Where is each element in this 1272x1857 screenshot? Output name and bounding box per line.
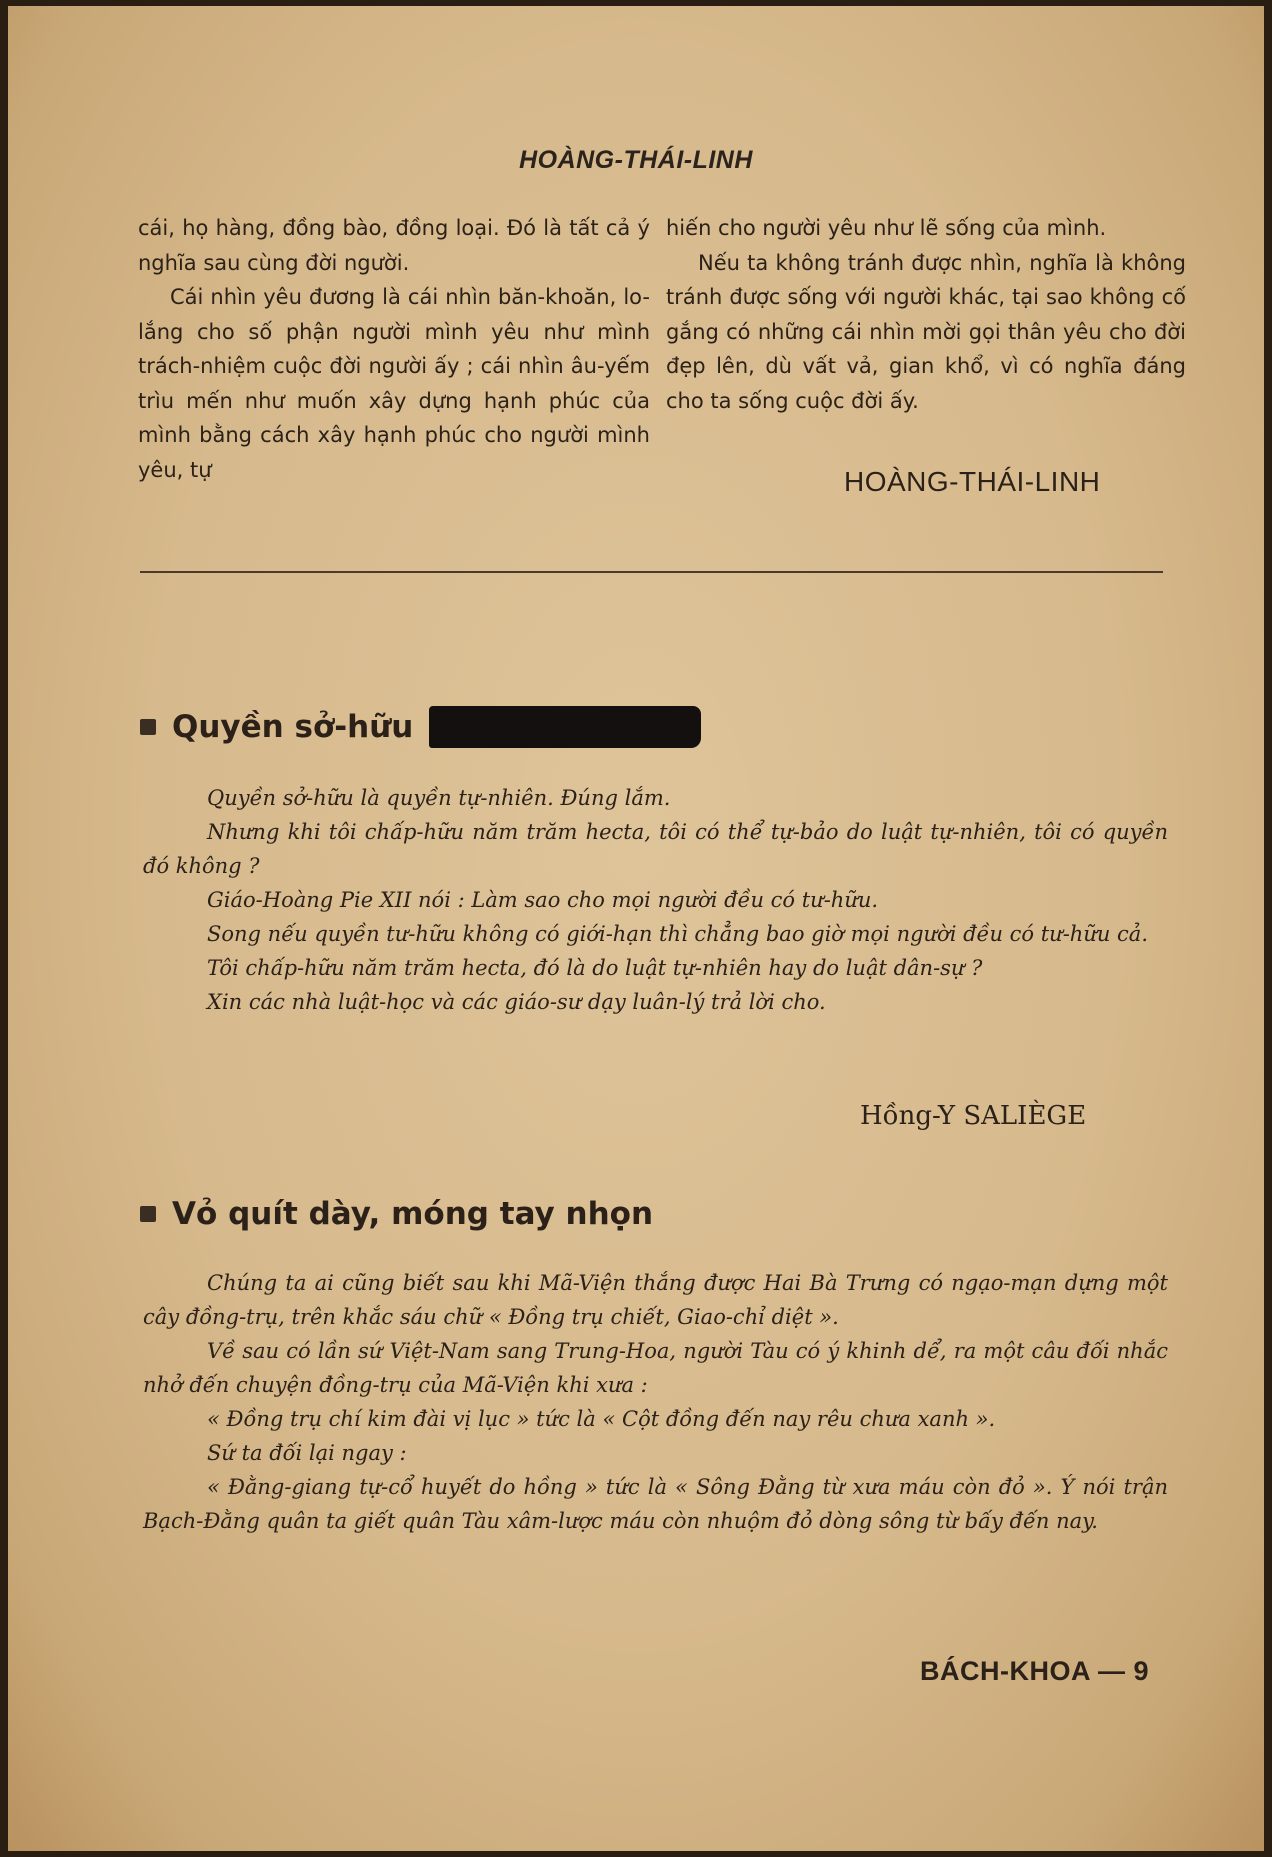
section-title: Quyền sở-hữu (172, 709, 414, 745)
section-title: Vỏ quít dày, móng tay nhọn (172, 1196, 654, 1232)
paragraph: Sứ ta đối lại ngay : (207, 1441, 407, 1465)
section-heading (140, 1196, 653, 1232)
paragraph: « Đồng trụ chí kim đài vị lục » tức là « Cột đồng đến nay rêu chưa xanh ». (207, 1407, 996, 1431)
paragraph: Tôi chấp-hữu năm trăm hecta, đó là do luật tự-nhiên hay do luật dân-sự ? (207, 956, 983, 980)
paragraph: Quyền sở-hữu là quyền tự-nhiên. Đúng lắm. (207, 786, 671, 810)
paragraph: Song nếu quyền tư-hữu không có giới-hạn thì chẳng bao giờ mọi người đều có tư-hữu cả. (207, 922, 1149, 946)
square-bullet-icon (140, 1206, 156, 1222)
paragraph: Nhưng khi tôi chấp-hữu năm trăm hecta, tôi có thể tự-bảo do luật tự-nhiên, tôi có quyền đó không ? (143, 820, 1168, 878)
page-footer: BÁCH-KHOA — 9 (920, 1656, 1149, 1686)
paragraph: Về sau có lần sứ Việt-Nam sang Trung-Hoa, người Tàu có ý khinh dể, ra một câu đối nhắc nhở đến chuyện đồng-trụ của Mã-Viện khi xưa : (143, 1339, 1168, 1397)
redaction-mark (429, 706, 701, 748)
running-header: HOÀNG-THÁI-LINH (519, 146, 753, 174)
paragraph: cái, họ hàng, đồng bào, đồng loại. Đó là tất cả ý nghĩa sau cùng đời người. (138, 216, 650, 275)
paragraph: hiến cho người yêu như lẽ sống của mình. (666, 216, 1107, 240)
paragraph: « Đằng-giang tự-cổ huyết do hồng » tức là « Sông Đằng từ xưa máu còn đỏ ». Ý nói trận Bạch-Đằng quân ta giết quân Tàu xâm-lược máu còn nhuộm đỏ dòng sông từ bấy đến nay. (143, 1475, 1168, 1533)
section-heading (140, 706, 701, 748)
section-body (143, 781, 1168, 1019)
paragraph: Nếu ta không tránh được nhìn, nghĩa là không tránh được sống với người khác, tại sao không cố gắng có những cái nhìn mời gọi thân yêu cho đời đẹp lên, dù vất vả, gian khổ, vì có nghĩa đáng cho ta sống cuộc đời ấy. (666, 250, 1186, 413)
paragraph: Cái nhìn yêu đương là cái nhìn băn-khoăn, lo-lắng cho số phận người mình yêu như mình trách-nhiệm cuộc đời người ấy ; cái nhìn âu-yếm trìu mến như muốn xây dựng hạnh phúc của mình bằng cách xây hạnh phúc cho người mình yêu, tự (138, 285, 650, 482)
paragraph: Xin các nhà luật-học và các giáo-sư dạy luân-lý trả lời cho. (207, 990, 826, 1014)
magazine-page (8, 6, 1264, 1851)
article-left-column (138, 211, 650, 487)
square-bullet-icon (140, 719, 156, 735)
section-body (143, 1266, 1168, 1538)
paragraph: Chúng ta ai cũng biết sau khi Mã-Viện thắng được Hai Bà Trưng có ngạo-mạn dựng một cây đồng-trụ, trên khắc sáu chữ « Đồng trụ chiết, Giao-chỉ diệt ». (143, 1271, 1168, 1329)
paragraph: Giáo-Hoàng Pie XII nói : Làm sao cho mọi người đều có tư-hữu. (207, 888, 879, 912)
article-right-column (666, 211, 1186, 418)
author-signature: HOÀNG-THÁI-LINH (844, 466, 1101, 497)
author-signature: Hồng-Y SALIÈGE (860, 1101, 1087, 1131)
section-divider (140, 571, 1163, 573)
